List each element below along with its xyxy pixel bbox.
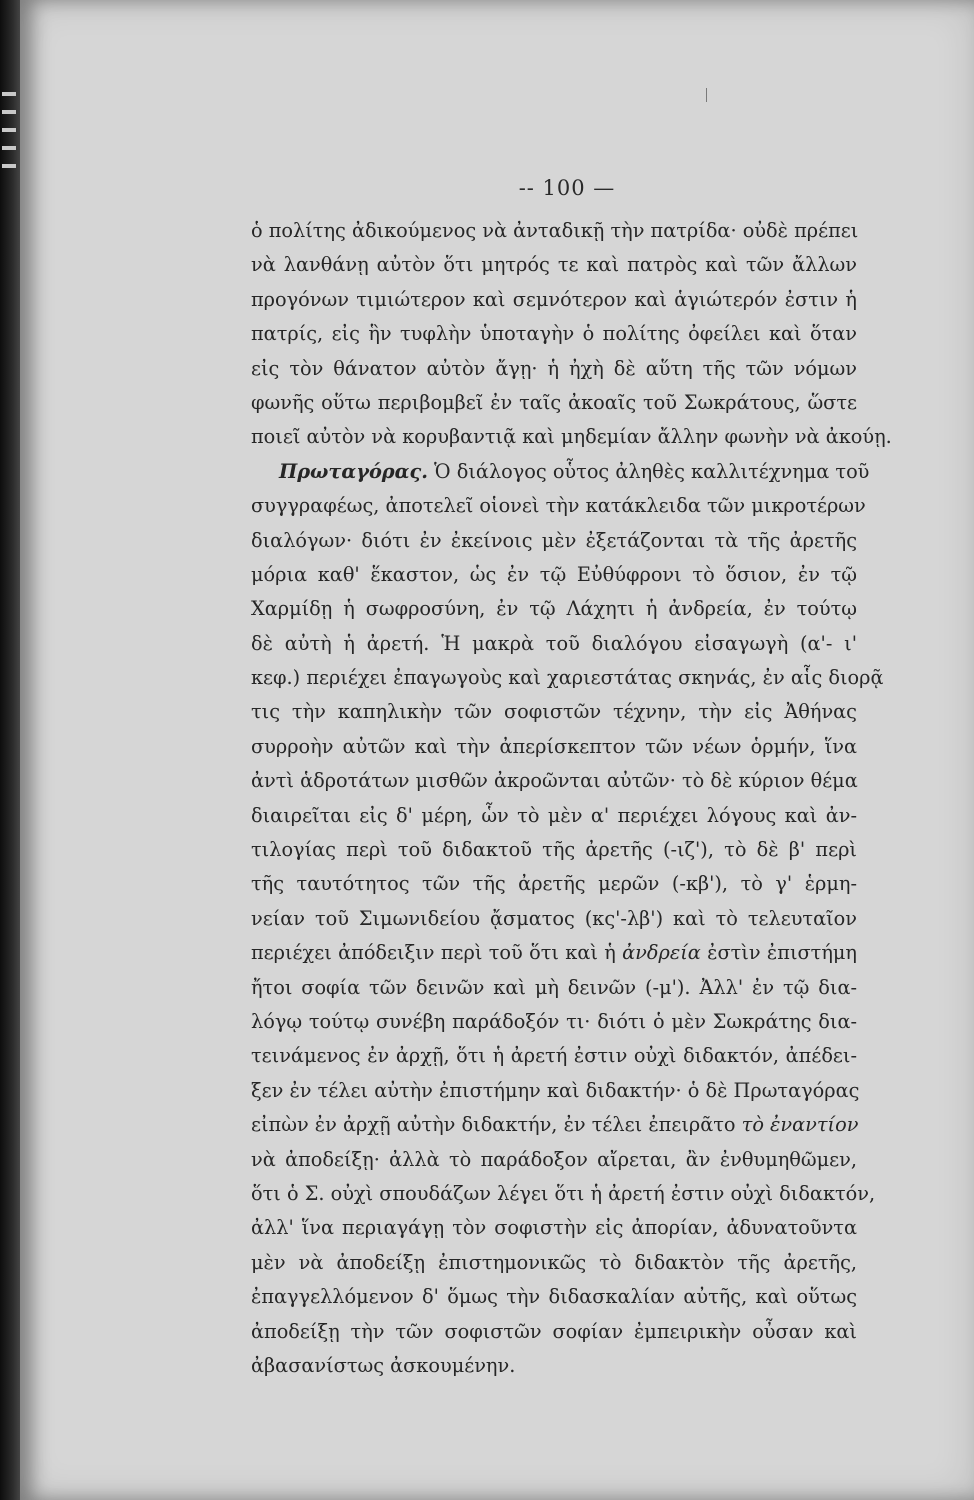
page-number: -- 100 — — [518, 176, 616, 200]
text-line: νὰ ἀποδείξῃ· ἀλλὰ τὸ παράδοξον αἴρεται, ἂν ἐνθυμηθῶμεν, — [251, 1147, 857, 1171]
text-line — [251, 936, 857, 970]
text-line: μόρια καθ' ἕκαστον, ὡς ἐν τῷ Εὐθύφρονι τὸ ὅσιον, ἐν τῷ — [251, 562, 857, 586]
text-line: κεφ.) περιέχει ἐπαγωγοὺς καὶ χαριεστάτας σκηνάς, ἐν αἷς διορᾷ — [251, 666, 884, 690]
margin-mark — [706, 88, 707, 102]
italic-term: ἀνδρεία — [622, 941, 701, 965]
text-line: ἀποδείξῃ τὴν τῶν σοφιστῶν σοφίαν ἐμπειρικὴν οὖσαν καὶ — [251, 1319, 857, 1343]
text-line: ἀλλ' ἵνα περιαγάγῃ τὸν σοφιστὴν εἰς ἀπορίαν, ἀδυνατοῦντα — [251, 1216, 857, 1240]
paragraph-first-line — [251, 455, 870, 489]
text-line — [251, 1108, 857, 1142]
text-line: Χαρμίδῃ ἡ σωφροσύνη, ἐν τῷ Λάχητι ἡ ἀνδρεία, ἐν τούτῳ — [251, 597, 857, 621]
text-line: προγόνων τιμιώτερον καὶ σεμνότερον καὶ ἁγιώτερόν ἐστιν ἡ — [251, 287, 857, 311]
text-line: εἰς τὸν θάνατον αὐτὸν ἄγῃ· ἡ ἠχὴ δὲ αὕτη τῆς τῶν νόμων — [251, 356, 857, 380]
text-line: μὲν νὰ ἀποδείξῃ ἐπιστημονικῶς τὸ διδακτὸν τῆς ἀρετῆς, — [251, 1250, 857, 1274]
text-line: δὲ αὐτὴ ἡ ἀρετή. Ἡ μακρὰ τοῦ διαλόγου εἰσαγωγὴ (α'- ι' — [251, 631, 857, 655]
text-fragment: εἰπὼν ἐν ἀρχῇ αὐτὴν διδακτήν, ἐν τέλει ἐπειρᾶτο — [251, 1113, 742, 1137]
text-line: τις τὴν καπηλικὴν τῶν σοφιστῶν τέχνην, τὴν εἰς Ἀθήνας — [251, 700, 857, 724]
speaker-name: Πρωταγόρας. — [279, 459, 428, 483]
book-page — [20, 0, 974, 1500]
text-line: φωνῆς οὕτω περιβομβεῖ ἐν ταῖς ἀκοαῖς τοῦ Σωκράτους, ὥστε — [251, 390, 857, 414]
text-line: ὁ πολίτης ἀδικούμενος νὰ ἀνταδικῇ τὴν πατρίδα· οὐδὲ πρέπει — [251, 219, 859, 242]
text-fragment: Ὁ διάλογος οὗτος ἀληθὲς καλλιτέχνημα τοῦ — [427, 459, 870, 483]
binding-speck — [2, 164, 16, 168]
text-line: ἐπαγγελλόμενον δ' ὅμως τὴν διδασκαλίαν αὐτῆς, καὶ οὕτως — [251, 1285, 857, 1309]
text-line: διαλόγων· διότι ἐν ἐκείνοις μὲν ἐξετάζονται τὰ τῆς ἀρετῆς — [251, 528, 857, 552]
binding-speck — [2, 110, 16, 114]
body-text — [251, 214, 892, 1383]
text-line-last: ἀβασανίστως ἀσκουμένην. — [251, 1353, 516, 1377]
text-line: τῆς ταυτότητος τῶν τῆς ἀρετῆς μερῶν (-κβ'), τὸ γ' ἑρμη- — [251, 872, 857, 896]
text-line: ξεν ἐν τέλει αὐτὴν ἐπιστήμην καὶ διδακτήν· ὁ δὲ Πρωταγόρας — [251, 1078, 860, 1102]
binding-edge — [0, 0, 22, 1500]
text-line: νὰ λανθάνῃ αὐτὸν ὅτι μητρός τε καὶ πατρὸς καὶ τῶν ἄλλων — [251, 253, 857, 277]
text-line: λόγῳ τούτῳ συνέβη παράδοξόν τι· διότι ὁ μὲν Σωκράτης δια- — [251, 1009, 857, 1033]
text-line: ἤτοι σοφία τῶν δεινῶν καὶ μὴ δεινῶν (-μ'). Ἀλλ' ἐν τῷ δια- — [251, 975, 857, 999]
text-line: νείαν τοῦ Σιμωνιδείου ᾄσματος (κς'-λβ') καὶ τὸ τελευταῖον — [251, 906, 857, 930]
italic-term: τὸ ἐναντίον — [741, 1113, 859, 1137]
text-fragment: περιέχει ἀπόδειξιν περὶ τοῦ ὅτι καὶ ἡ — [251, 941, 623, 965]
binding-speck — [2, 146, 16, 150]
text-line: τιλογίας περὶ τοῦ διδακτοῦ τῆς ἀρετῆς (-ιζ'), τὸ δὲ β' περὶ — [251, 838, 857, 862]
text-line: ἀντὶ ἁδροτάτων μισθῶν ἀκροῶνται αὐτῶν· τὸ δὲ κύριον θέμα — [251, 769, 858, 793]
text-line: συγγραφέως, ἀποτελεῖ οἱονεὶ τὴν κατάκλειδα τῶν μικροτέρων — [251, 494, 866, 518]
text-line: ποιεῖ αὐτὸν νὰ κορυβαντιᾷ καὶ μηδεμίαν ἄλλην φωνὴν νὰ ἀκούῃ. — [251, 425, 892, 449]
text-line: τεινάμενος ἐν ἀρχῇ, ὅτι ἡ ἀρετή ἐστιν οὐχὶ διδακτόν, ἀπέδει- — [251, 1044, 857, 1068]
text-line: πατρίς, εἰς ἣν τυφλὴν ὑποταγὴν ὁ πολίτης ὀφείλει καὶ ὅταν — [251, 322, 857, 346]
text-line: ὅτι ὁ Σ. οὐχὶ σπουδάζων λέγει ὅτι ἡ ἀρετή ἐστιν οὐχὶ διδακτόν, — [251, 1181, 876, 1205]
binding-speck — [2, 128, 16, 132]
text-line: συρροὴν αὐτῶν καὶ τὴν ἀπερίσκεπτον τῶν νέων ὁρμήν, ἵνα — [251, 734, 857, 758]
text-line: διαιρεῖται εἰς δ' μέρη, ὧν τὸ μὲν α' περιέχει λόγους καὶ ἀν- — [251, 803, 857, 827]
binding-speck — [2, 92, 16, 96]
text-fragment: ἐστὶν ἐπιστήμη — [700, 941, 857, 965]
